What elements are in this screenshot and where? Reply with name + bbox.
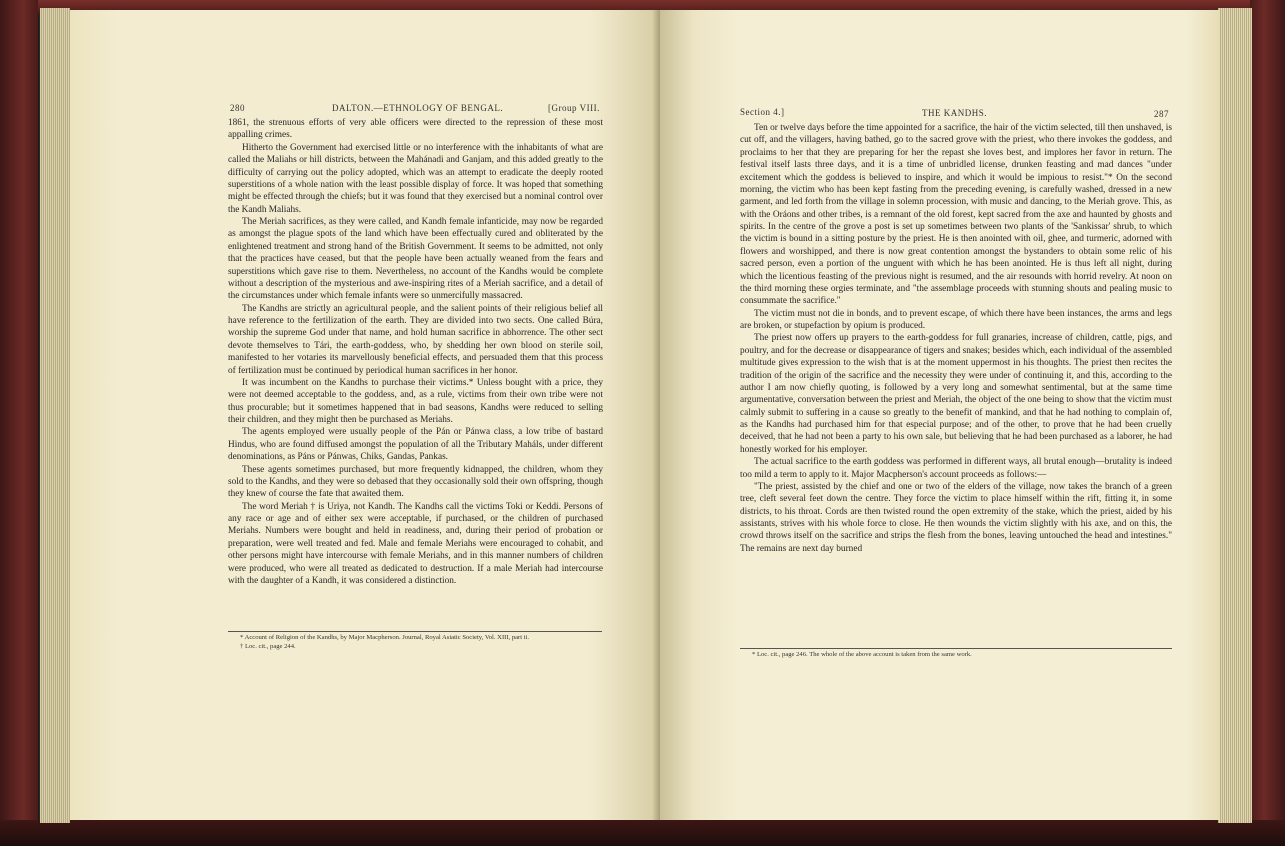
left-body-text (228, 117, 603, 631)
right-page-number: 287 (1154, 109, 1169, 119)
right-running-head: THE KANDHS. (922, 108, 987, 118)
page-edges-right (1218, 8, 1252, 823)
right-section-label: Section 4.] (740, 107, 785, 117)
book-cover-left (0, 0, 38, 846)
page-edges-left (40, 8, 70, 823)
left-paragraph: The word Meriah † is Uriya, not Kandh. The Kandhs call the victims Toki or Keddi. Persons of any race or age and of either sex were acceptable, if purchased, or the children of purchased Meriahs. Numbers were bought and held in readiness, and, during their period of probation or preparation, were well treated and fed. Male and female Meriahs were encouraged to cohabit, and other persons might have intercourse with female Meriahs, and in this manner numbers of children were produced, who were all treated as dedicated to destruction. If a male Meriah had intercourse with the daughter of a Kandh, it was considered a distinction. (228, 501, 603, 586)
left-paragraph: 1861, the strenuous efforts of very able officers were directed to the repression of these most appalling crimes. (228, 118, 603, 141)
footnote: † Loc. cit., page 244. (240, 642, 296, 650)
left-group-label: [Group VIII. (548, 103, 600, 113)
left-paragraph: These agents sometimes purchased, but more frequently kidnapped, the children, whom they sold to the Kandhs, and they were so debased that they occasionally sold their own offspring, though they knew of course the fate that awaited them. (228, 464, 603, 500)
footnote: * Loc. cit., page 246. The whole of the above account is taken from the same work. (752, 651, 972, 658)
footnote: * Account of Religion of the Kandhs, by Major Macpherson. Journal, Royal Asiatic Society, Vol. XIII, part ii. (240, 634, 530, 641)
left-page-number: 280 (230, 103, 245, 113)
left-footnote-rule (228, 631, 602, 632)
right-paragraph: The priest now offers up prayers to the earth-goddess for full granaries, increase of children, cattle, pigs, and poultry, and for the decrease or disappearance of tigers and snakes; besides which, each individual of the assembled multitude gives expression to the wish that is at the moment uppermost in his thoughts. The priest then recites the tradition of the origin of the sacrifice and the necessity they were under of continuing it, and this, according to the author I am now chiefly quoting, is followed by a very long and somewhat sentimental, but at the same time argumentative, conversation between the priest and Meriah, the object of the one being to show that the victim must calmly submit to suffering in a cause so greatly to the benefit of mankind, and that he had nothing to complain of, as the Kandhs had purchased him for that especial purpose; and of the other, to prove that he had been cruelly deceived, that he had not been a party to his own sale, but believing that he had been purchased as a laborer, he had honestly worked for his employer. (740, 333, 1172, 455)
right-paragraph: Ten or twelve days before the time appointed for a sacrifice, the hair of the victim selected, till then unshaved, is cut off, and the villagers, having bathed, go to the sacred grove with the priest, who there invokes the goddess, and proclaims to her that they are preparing for her the repast she loves best, and implores her favor in return. The festival itself lasts three days, and it is a time of unbridled license, drunken feasting and mad dances "under excitement which the goddess is believed to inspire, and which it would be impious to resist."* On the second morning, the victim who has been kept fasting from the preceding evening, is carefully washed, dressed in a new garment, and led forth from the village in solemn procession, with music and dancing, to the Meriah grove. This, as with the Oráons and other tribes, is a remnant of the old forest, kept sacred from the axe and haunted by ghosts and spirits. In the centre of the grove a post is set up sometimes between two plants of the 'Sankissar' shrub, to which the victim is bound in a sitting posture by the priest. He is then anointed with oil, ghee, and turmeric, adorned with flowers and worshipped, and there is now great contention amongst the bystanders to obtain some relic of his sacred person, even a portion of the unguent with which he has been anointed. He is thus left all night, during which the licentious feasting of the previous night is resumed, and the air resounds with horrid revelry. At noon on the third morning these orgies terminate, and "the assemblage proceeds with stunning shouts and pealing music to consummate the sacrifice." (740, 123, 1172, 307)
right-paragraph: The actual sacrifice to the earth goddess was performed in different ways, all brutal enough—brutality is indeed too mild a term to apply to it. Major Macpherson's account proceeds as follows:— (740, 457, 1172, 480)
right-paragraph: The victim must not die in bonds, and to prevent escape, of which there have been instances, the arms and legs are broken, or stupefaction by opium is produced. (740, 308, 1172, 331)
left-page (70, 10, 660, 820)
left-paragraph: It was incumbent on the Kandhs to purchase their victims.* Unless bought with a price, they were not deemed acceptable to the goddess, and, as a rule, victims from their own tribe were not thus procurable; but it sometimes happened that in bad seasons, Kandhs were reduced to selling their children, and they might then be purchased as Meriahs. (228, 377, 603, 425)
right-page (660, 10, 1220, 820)
left-running-head: DALTON.—ETHNOLOGY OF BENGAL. (332, 103, 504, 113)
left-paragraph: The agents employed were usually people of the Pán or Pánwa class, a low tribe of bastard Hindus, who are found diffused amongst the population of all the Tributary Maháls, under different denominations, as Páns or Pánwas, Chiks, Gandas, Pankas. (228, 427, 603, 463)
book-cover-bottom (0, 820, 1285, 846)
book-cover-right (1250, 0, 1285, 846)
left-paragraph: The Meriah sacrifices, as they were called, and Kandh female infanticide, may now be regarded as amongst the plague spots of the land which have been effectually cured and obliterated by the enlightened treatment and strong hand of the British Government. It seems to be admitted, not only that the practices have ceased, but that the people have been actually weaned from the fears and superstitions which gave rise to them. Nevertheless, no account of the Kandhs would be complete without a description of the mysterious and awe-inspiring rites of a Meriah sacrifice, and a detail of the circumstances under which female infants were so unmercifully massacred. (228, 217, 603, 302)
right-body-text (740, 122, 1172, 647)
left-paragraph: Hitherto the Government had exercised little or no interference with the inhabitants of what are called the Maliahs or hill districts, between the Mahánadi and Ganjam, and this added greatly to the difficulty of carrying out the policy adopted, which was an attempt to eradicate the deeply rooted superstitions of a whole nation with the least possible display of force. It was hoped that something might be effected through the chiefs; but it was found that they exercised but a nominal control over the Kandh Maliahs. (228, 142, 603, 215)
right-footnote-rule (740, 648, 1172, 649)
left-footnotes (228, 634, 603, 651)
right-footnotes (740, 651, 1172, 660)
left-paragraph: The Kandhs are strictly an agricultural people, and the salient points of their religious belief all have reference to the fertilization of the earth. They are divided into two sects. One called Búra, worship the supreme God under that name, and hold human sacrifice in abhorrence. The other sect devote themselves to Tári, the earth-goddess, who, by shedding her own blood on sterile soil, manifested to her votaries its marvellously beneficial effects, and persuaded them that this process of fertilization must be continued by periodical human sacrifices in her honor. (228, 303, 603, 376)
right-paragraph: "The priest, assisted by the chief and one or two of the elders of the village, now takes the branch of a green tree, cleft several feet down the centre. They force the victim to place himself within the rift, fitting it, in some districts, to his throat. Cords are then twisted round the open extremity of the stake, which the priest, aided by his assistants, strives with his whole force to close. He then wounds the victim slightly with his axe, and on this, the crowd throws itself on the sacrifice and strips the flesh from the bones, leaving untouched the head and intestines." The remains are next day burned (740, 481, 1172, 554)
